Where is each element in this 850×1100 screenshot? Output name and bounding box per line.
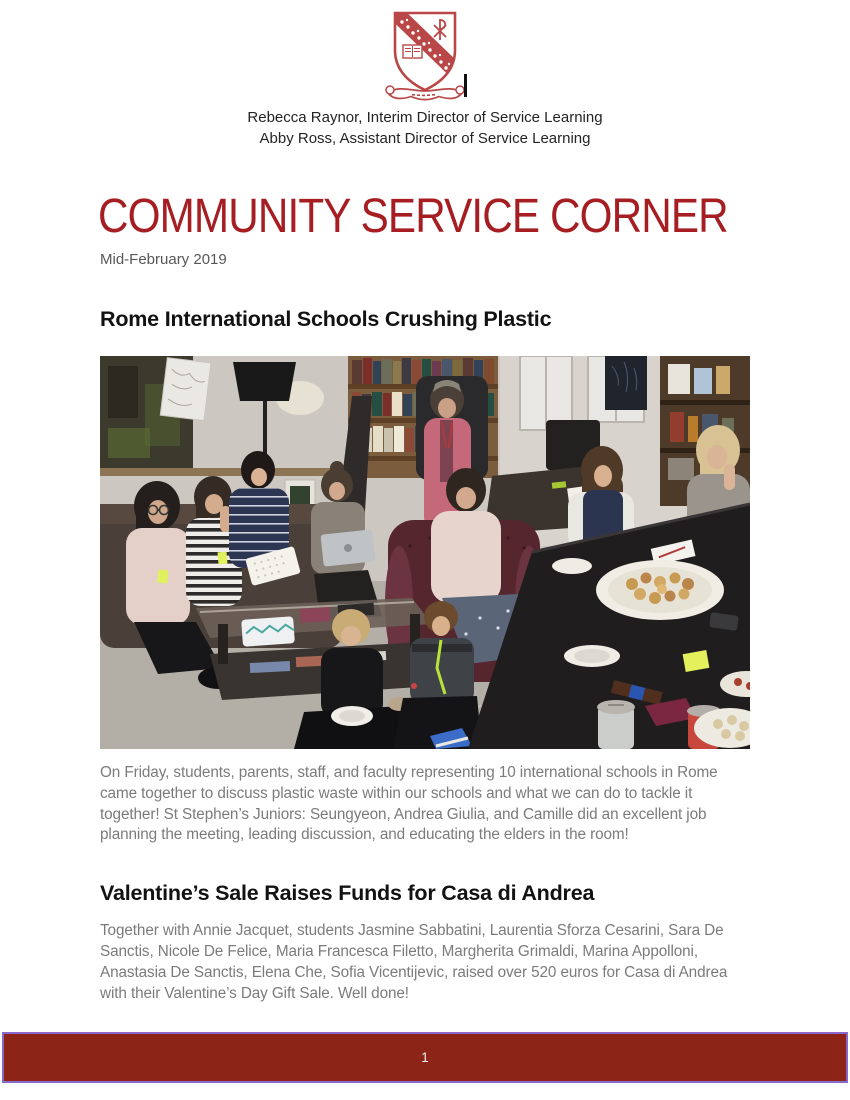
school-crest-logo — [382, 10, 468, 104]
section-heading-valentine: Valentine’s Sale Raises Funds for Casa di Andrea — [100, 881, 595, 906]
newsletter-title: COMMUNITY SERVICE CORNER — [98, 190, 728, 243]
page-number: 1 — [421, 1050, 429, 1065]
content-column — [100, 191, 750, 1004]
meeting-photo-illustration — [100, 356, 750, 749]
section-body-valentine: Together with Annie Jacquet, students Jasmine Sabbatini, Laurentia Sforza Cesarini, Sara De Sanctis, Nicole De Felice, Maria Francesca Filetto, Margherita Grimaldi, Marina Appolloni, Anastasia De Sanctis, Elena Che, Sofia Vicentijevic, raised over 520 euros for Casa di Andrea with their Valentine’s Day Gift Sale. Well done! — [100, 922, 728, 1002]
issue-date: Mid-February 2019 — [100, 251, 227, 268]
masthead-line-1: Rebecca Raynor, Interim Director of Service Learning — [247, 109, 603, 126]
section-heading-plastic: Rome International Schools Crushing Plastic — [100, 307, 552, 331]
text-cursor — [464, 74, 467, 97]
book-icon — [403, 45, 422, 58]
masthead-line-2: Abby Ross, Assistant Director of Service Learning — [259, 130, 591, 147]
page-footer[interactable] — [2, 1032, 848, 1083]
section-body-plastic: On Friday, students, parents, staff, and faculty representing 10 international schools in Rome came together to discuss plastic waste within our schools and what we can do to tackle it together! St Stephen’s Juniors: Seungyeon, Andrea Giulia, and Camille did an excellent job planning the meeting, leading discussion, and educating the elders in the room! — [100, 764, 718, 844]
meeting-photo — [100, 356, 750, 749]
school-crest-icon — [382, 10, 468, 104]
masthead — [0, 0, 850, 149]
